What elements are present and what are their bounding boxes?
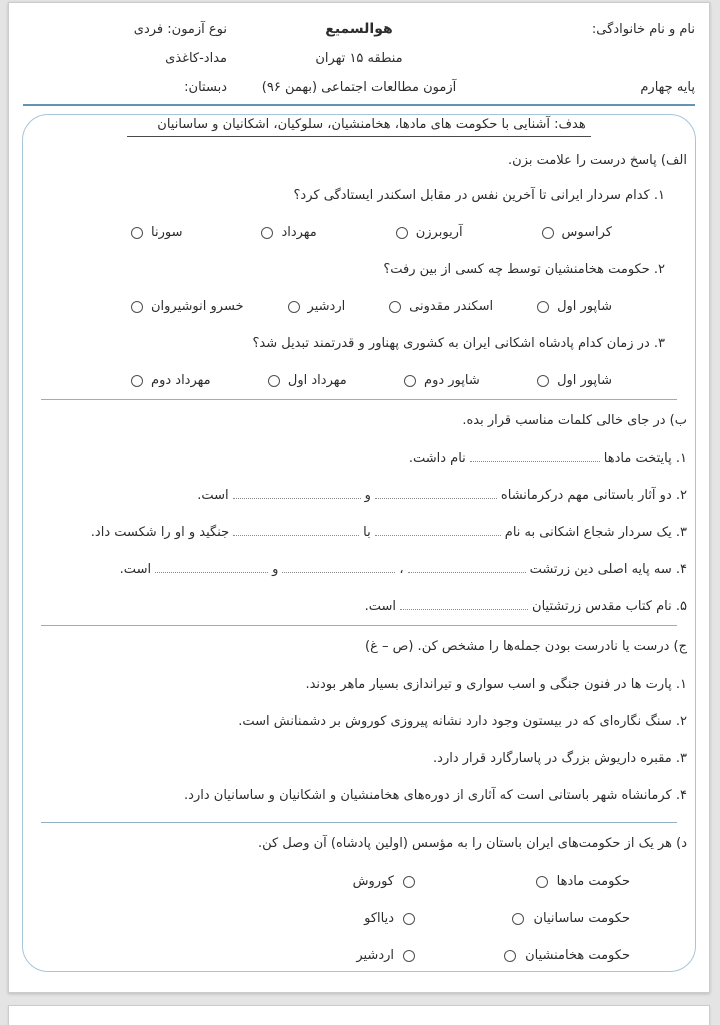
fill-text: و	[272, 562, 279, 577]
question-text-1: ۱. کدام سردار ایرانی تا آخرین نفس در مقابل اسکندر ایستادگی کرد؟	[293, 188, 665, 203]
answer-option[interactable]	[131, 225, 182, 240]
fill-text: است.	[119, 562, 152, 577]
option-label: خسرو انوشیروان	[151, 299, 244, 314]
question-text-3: ۳. در زمان کدام پادشاه اشکانی ایران به کشوری پهناور و قدرتمند تبدیل شد؟	[252, 336, 665, 351]
fill-text: ۲. دو آثار باستانی مهم درکرمانشاه	[500, 488, 687, 503]
blank-line[interactable]	[233, 486, 361, 499]
option-circle[interactable]	[131, 301, 143, 313]
answer-option[interactable]	[288, 299, 346, 314]
government-label: حکومت هخامنشیان	[525, 948, 630, 963]
option-circle[interactable]	[131, 227, 143, 239]
match-circle[interactable]	[403, 876, 415, 888]
option-label: سورنا	[151, 225, 183, 240]
match-circle[interactable]	[536, 876, 548, 888]
answer-option[interactable]	[396, 225, 463, 240]
options-row-2	[31, 288, 687, 325]
exam-page	[8, 2, 710, 993]
answer-option[interactable]	[261, 225, 316, 240]
header-spacer	[592, 44, 695, 73]
match-circle[interactable]	[403, 913, 415, 925]
fill-text: است.	[364, 599, 397, 614]
founder-label: اردشیر	[356, 948, 394, 963]
school-label: دبستان:	[184, 80, 227, 95]
fill-blank-item-5	[31, 588, 687, 625]
fill-blank-item-1	[31, 440, 687, 477]
answer-option[interactable]	[404, 373, 480, 388]
goal-text: هدف: آشنایی با حکومت های مادها، هخامنشیان، سلوکیان، اشکانیان و ساسانیان	[127, 117, 590, 137]
fill-text: جنگید و او را شکست داد.	[90, 525, 230, 540]
fill-text: است.	[197, 488, 229, 503]
question-text-2: ۲. حکومت هخامنشیان توسط چه کسی از بین رفت؟	[383, 262, 665, 277]
student-name-label: نام و نام خانوادگی:	[591, 22, 695, 37]
fill-text: نام داشت.	[408, 451, 466, 466]
answer-option[interactable]	[389, 299, 493, 314]
options-row-1	[31, 214, 687, 251]
founder-label: کوروش	[352, 874, 394, 889]
founder-label: دیااکو	[364, 911, 394, 926]
section-c-items	[31, 666, 687, 814]
match-circle[interactable]	[512, 913, 524, 925]
blank-line[interactable]	[470, 449, 600, 462]
option-circle[interactable]	[537, 375, 549, 387]
district-text: منطقه ۱۵ تهران	[315, 51, 403, 66]
blank-line[interactable]	[375, 523, 501, 536]
match-government-item	[504, 863, 630, 900]
governments-column	[504, 863, 630, 974]
match-government-item	[504, 937, 630, 974]
fill-blank-item-4	[31, 551, 687, 588]
option-circle[interactable]	[268, 375, 280, 387]
option-circle[interactable]	[131, 375, 143, 387]
section-d-heading: د) هر یک از حکومت‌های ایران باستان را به مؤسس (اولین پادشاه) آن وصل کن.	[257, 835, 687, 851]
option-label: آریوبرزن	[415, 225, 463, 240]
option-label: شاپور اول	[557, 373, 612, 388]
option-label: شاپور اول	[557, 299, 612, 314]
match-government-item	[504, 900, 630, 937]
option-circle[interactable]	[261, 227, 273, 239]
exam-header	[9, 3, 709, 102]
section-a-heading: الف) پاسخ درست را علامت بزن.	[508, 152, 687, 168]
exam-title: آزمون مطالعات اجتماعی (بهمن ۹۶)	[261, 80, 457, 95]
option-circle[interactable]	[288, 301, 300, 313]
answer-option[interactable]	[537, 299, 612, 314]
answer-option[interactable]	[537, 373, 612, 388]
government-label: حکومت مادها	[556, 874, 630, 889]
option-label: اردشیر	[307, 299, 346, 314]
fill-text: ۵. نام کتاب مقدس زرتشتیان	[532, 599, 687, 614]
fill-text: با	[363, 525, 371, 540]
grade-label: پایه چهارم	[640, 80, 695, 95]
option-circle[interactable]	[537, 301, 549, 313]
match-founder-item	[353, 937, 415, 974]
next-page-card	[8, 1005, 710, 1025]
government-label: حکومت ساسانیان	[533, 911, 630, 926]
header-right-column	[592, 15, 695, 102]
answer-option[interactable]	[268, 373, 347, 388]
exam-type-label: نوع آزمون: فردی	[133, 22, 227, 37]
goal-line	[31, 117, 687, 143]
match-circle[interactable]	[504, 950, 516, 962]
fill-blank-item-2	[31, 477, 687, 514]
fill-blank-item-3	[31, 514, 687, 551]
match-circle[interactable]	[403, 950, 415, 962]
match-founder-item	[353, 900, 415, 937]
answer-option[interactable]	[131, 299, 244, 314]
option-label: کراسوس	[561, 225, 612, 240]
section-b-items	[31, 440, 687, 625]
match-founder-item	[353, 863, 415, 900]
blank-line[interactable]	[155, 560, 268, 573]
bismillah-text: هوالسمیع	[325, 21, 393, 37]
fill-text: ۳. یک سردار شجاع اشکانی به نام	[504, 525, 687, 540]
blank-line[interactable]	[375, 486, 497, 499]
option-circle[interactable]	[542, 227, 554, 239]
true-false-statement-2: ۲. سنگ نگاره‌ای که در بیستون وجود دارد نشانه پیروزی کوروش بر دشمنانش است.	[238, 714, 687, 729]
blank-line[interactable]	[400, 597, 528, 610]
exam-body-box	[22, 114, 696, 972]
blank-line[interactable]	[282, 560, 395, 573]
header-divider	[23, 104, 695, 106]
option-label: مهرداد اول	[287, 373, 347, 388]
section-c-heading: ج) درست یا نادرست بودن جمله‌ها را مشخص کن. (ص – غ)	[365, 638, 687, 654]
answer-option[interactable]	[542, 225, 612, 240]
fill-text: ۱. پایتخت مادها	[603, 451, 687, 466]
true-false-statement-3: ۳. مقبره داریوش بزرگ در پاسارگارد قرار دارد.	[433, 751, 687, 766]
fill-text: ،	[399, 562, 404, 577]
option-label: شاپور دوم	[424, 373, 480, 388]
answer-option[interactable]	[131, 373, 211, 388]
option-circle[interactable]	[404, 375, 416, 387]
founders-column	[353, 863, 415, 974]
fill-text: و	[364, 488, 371, 503]
true-false-statement-4: ۴. کرمانشاه شهر باستانی است که آثاری از دوره‌های هخامنشیان و اشکانیان و ساسانیان دارد.	[184, 788, 687, 803]
medium-label: مداد-کاغذی	[165, 51, 227, 66]
true-false-statement-1: ۱. پارت ها در فنون جنگی و اسب سواری و تیراندازی بسیار ماهر بودند.	[305, 677, 687, 692]
option-label: مهرداد	[281, 225, 317, 240]
fill-text: ۴. سه پایه اصلی دین زرتشت	[529, 562, 687, 577]
blank-line[interactable]	[408, 560, 526, 573]
section-b-heading: ب) در جای خالی کلمات مناسب قرار بده.	[462, 412, 687, 428]
option-circle[interactable]	[396, 227, 408, 239]
matching-area	[31, 863, 687, 975]
option-circle[interactable]	[389, 301, 401, 313]
options-row-3	[31, 362, 687, 399]
option-label: اسکندر مقدونی	[409, 299, 494, 314]
header-left-column	[119, 15, 227, 102]
section-a-questions	[31, 177, 687, 399]
option-label: مهرداد دوم	[151, 373, 211, 388]
blank-line[interactable]	[233, 523, 359, 536]
